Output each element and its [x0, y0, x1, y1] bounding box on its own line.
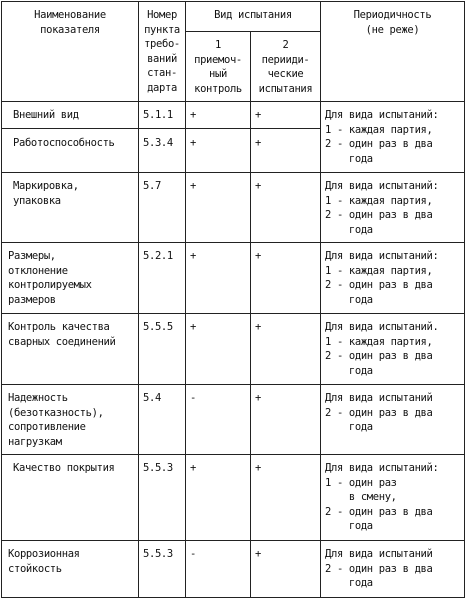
row-acceptance: +	[190, 250, 196, 262]
row-clause: 5.2.1	[143, 250, 173, 262]
frequency-cell: Для вида испытаний 2 - один раз в два года	[325, 392, 433, 433]
row-acceptance: -	[190, 548, 196, 560]
row-indicator: Коррозионная стойкость	[8, 548, 80, 575]
row-periodic: +	[255, 137, 261, 149]
row-periodic: +	[255, 392, 261, 404]
frequency-cell: Для вида испытаний: 1 - каждая партия, 2 - один раз в два года	[325, 109, 439, 165]
header-periodic: 2 перииди- ческие испытания	[258, 39, 313, 95]
row-acceptance: +	[190, 109, 196, 121]
frequency-cell: Для вида испытаний: 1 - один раз в смену, 2 - один раз в два года	[325, 462, 439, 532]
frequency-cell: Для вида испытаний: 1 - каждая партия, 2 - один раз в два года	[325, 250, 439, 306]
row-acceptance: +	[190, 321, 196, 333]
row-indicator: Маркировка, упаковка	[13, 180, 79, 207]
row-periodic: +	[255, 109, 261, 121]
row-clause: 5.3.4	[143, 137, 173, 149]
row-periodic: +	[255, 462, 261, 474]
frequency-cell: Для вида испытаний: 1 - каждая партия, 2 - один раз в два года	[325, 180, 439, 236]
header-clause: Номер пункта требо- ваний стан- дарта	[144, 9, 180, 94]
row-indicator: Надежность (безотказность), сопротивление нагрузкам	[8, 392, 104, 448]
row-clause: 5.5.3	[143, 462, 173, 474]
row-acceptance: +	[190, 137, 196, 149]
row-acceptance: +	[190, 180, 196, 192]
row-periodic: +	[255, 180, 261, 192]
row-periodic: +	[255, 250, 261, 262]
row-clause: 5.7	[143, 180, 161, 192]
row-indicator: Контроль качества сварных соединений	[8, 321, 116, 348]
header-acceptance: 1 приемоч- ный контроль	[194, 39, 242, 95]
row-indicator: Размеры, отклонение контролируемых размеров	[8, 250, 92, 306]
row-indicator: Работоспособность	[13, 137, 115, 149]
row-clause: 5.5.5	[143, 321, 173, 333]
row-indicator: Качество покрытия	[13, 462, 115, 474]
header-frequency: Периодичность (не реже)	[353, 9, 432, 36]
row-acceptance: +	[190, 462, 196, 474]
row-clause: 5.5.3	[143, 548, 173, 560]
frequency-cell: Для вида испытаний. 1 - каждая партия, 2 - один раз в два года	[325, 321, 439, 377]
row-indicator: Внешний вид	[13, 109, 79, 121]
header-indicator: Наименование показателя	[34, 9, 106, 36]
row-acceptance: -	[190, 392, 196, 404]
row-periodic: +	[255, 321, 261, 333]
row-clause: 5.1.1	[143, 109, 173, 121]
row-clause: 5.4	[143, 392, 161, 404]
header-test-type: Вид испытания	[214, 9, 292, 21]
row-periodic: +	[255, 548, 261, 560]
frequency-cell: Для вида испытаний 2 - один раз в два года	[325, 548, 433, 589]
